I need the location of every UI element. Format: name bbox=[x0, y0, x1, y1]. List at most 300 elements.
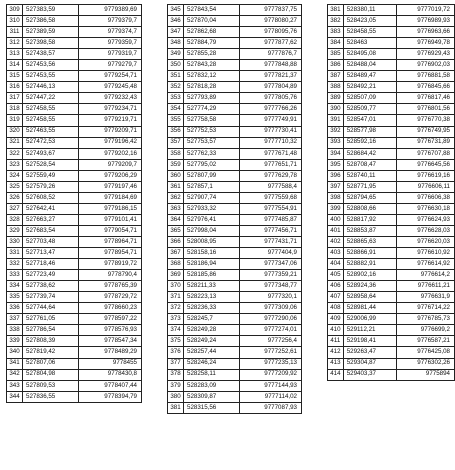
table-row bbox=[328, 60, 455, 71]
table-row bbox=[168, 336, 302, 347]
x-coordinate-cell: 528684,42 bbox=[343, 148, 397, 159]
table-row bbox=[168, 126, 302, 137]
table-row bbox=[328, 181, 455, 192]
point-number-cell: 401 bbox=[328, 225, 344, 236]
y-coordinate-cell: 9776699,2 bbox=[397, 325, 455, 336]
y-coordinate-cell: 9776628,03 bbox=[397, 225, 455, 236]
x-coordinate-cell: 528808,66 bbox=[343, 203, 397, 214]
table-row bbox=[7, 115, 142, 126]
table-row bbox=[7, 292, 142, 303]
table-row bbox=[168, 259, 302, 270]
x-coordinate-cell: 527608,52 bbox=[23, 192, 79, 203]
y-coordinate-cell: 9776630,18 bbox=[397, 203, 455, 214]
point-number-cell: 410 bbox=[328, 325, 344, 336]
table-row bbox=[328, 126, 455, 137]
y-coordinate-cell: 9779206,29 bbox=[79, 170, 142, 181]
x-coordinate-cell: 528509,77 bbox=[343, 104, 397, 115]
table-row bbox=[328, 71, 455, 82]
point-number-cell: 316 bbox=[7, 82, 23, 93]
y-coordinate-cell: 9776845,66 bbox=[397, 82, 455, 93]
table-row bbox=[328, 358, 455, 369]
y-coordinate-cell: 9779359,7 bbox=[79, 38, 142, 49]
y-coordinate-cell: 9779209,71 bbox=[79, 126, 142, 137]
point-number-cell: 348 bbox=[168, 38, 184, 49]
table-row bbox=[7, 181, 142, 192]
table-row bbox=[168, 71, 302, 82]
table-row bbox=[7, 126, 142, 137]
y-coordinate-cell: 9777837,75 bbox=[240, 5, 302, 16]
table-row bbox=[328, 148, 455, 159]
point-number-cell: 309 bbox=[7, 5, 23, 16]
y-coordinate-cell: 9779234,71 bbox=[79, 104, 142, 115]
x-coordinate-cell: 527438,57 bbox=[23, 49, 79, 60]
x-coordinate-cell: 528463 bbox=[343, 38, 397, 49]
point-number-cell: 354 bbox=[168, 104, 184, 115]
table-row bbox=[328, 115, 455, 126]
point-number-cell: 353 bbox=[168, 93, 184, 104]
point-number-cell: 395 bbox=[328, 159, 344, 170]
table-row bbox=[7, 159, 142, 170]
table-row bbox=[7, 49, 142, 60]
table-row bbox=[328, 325, 455, 336]
y-coordinate-cell: 9777848,88 bbox=[240, 60, 302, 71]
table-row bbox=[7, 82, 142, 93]
point-number-cell: 350 bbox=[168, 60, 184, 71]
table-row bbox=[7, 93, 142, 104]
y-coordinate-cell: 9777019,72 bbox=[397, 5, 455, 16]
table-row bbox=[168, 325, 302, 336]
x-coordinate-cell: 527855,28 bbox=[184, 49, 240, 60]
point-number-cell: 366 bbox=[168, 236, 184, 247]
table-row bbox=[168, 60, 302, 71]
x-coordinate-cell: 529198,41 bbox=[343, 336, 397, 347]
y-coordinate-cell: 9776989,93 bbox=[397, 16, 455, 27]
point-number-cell: 389 bbox=[328, 93, 344, 104]
x-coordinate-cell: 527884,79 bbox=[184, 38, 240, 49]
x-coordinate-cell: 528866,91 bbox=[343, 248, 397, 259]
table-row bbox=[168, 16, 302, 27]
table-row bbox=[7, 148, 142, 159]
point-number-cell: 380 bbox=[168, 391, 184, 402]
x-coordinate-cell: 528211,33 bbox=[184, 281, 240, 292]
y-coordinate-cell: 9777456,71 bbox=[240, 225, 302, 236]
x-coordinate-cell: 527718,46 bbox=[23, 259, 79, 270]
table-row bbox=[328, 27, 455, 38]
point-number-cell: 368 bbox=[168, 259, 184, 270]
y-coordinate-cell: 9777431,71 bbox=[240, 236, 302, 247]
table-row bbox=[7, 369, 142, 380]
x-coordinate-cell: 527933,32 bbox=[184, 203, 240, 214]
point-number-cell: 404 bbox=[328, 259, 344, 270]
x-coordinate-cell: 527870,04 bbox=[184, 16, 240, 27]
y-coordinate-cell: 9776902,03 bbox=[397, 60, 455, 71]
y-coordinate-cell: 9777144,93 bbox=[240, 380, 302, 391]
point-number-cell: 327 bbox=[7, 203, 23, 214]
x-coordinate-cell: 527744,64 bbox=[23, 303, 79, 314]
x-coordinate-cell: 527386,58 bbox=[23, 16, 79, 27]
x-coordinate-cell: 527758,58 bbox=[184, 115, 240, 126]
table-row bbox=[168, 214, 302, 225]
y-coordinate-cell: 9776302,26 bbox=[397, 358, 455, 369]
point-number-cell: 342 bbox=[7, 369, 23, 380]
x-coordinate-cell: 527857,1 bbox=[184, 181, 240, 192]
point-number-cell: 375 bbox=[168, 336, 184, 347]
x-coordinate-cell: 528008,95 bbox=[184, 236, 240, 247]
y-coordinate-cell: 9776606,11 bbox=[397, 181, 455, 192]
x-coordinate-cell: 527739,74 bbox=[23, 292, 79, 303]
y-coordinate-cell: 9777766,26 bbox=[240, 104, 302, 115]
table-row bbox=[328, 203, 455, 214]
table-row bbox=[328, 104, 455, 115]
table-row bbox=[7, 104, 142, 115]
y-coordinate-cell: 9777671,48 bbox=[240, 148, 302, 159]
point-number-cell: 363 bbox=[168, 203, 184, 214]
table-row bbox=[7, 259, 142, 270]
point-number-cell: 361 bbox=[168, 181, 184, 192]
table-row bbox=[168, 38, 302, 49]
table-row bbox=[168, 358, 302, 369]
point-number-cell: 387 bbox=[328, 71, 344, 82]
point-number-cell: 388 bbox=[328, 82, 344, 93]
x-coordinate-cell: 528249,24 bbox=[184, 336, 240, 347]
y-coordinate-cell: 9777309,06 bbox=[240, 303, 302, 314]
x-coordinate-cell: 527703,48 bbox=[23, 236, 79, 247]
x-coordinate-cell: 528158,16 bbox=[184, 248, 240, 259]
x-coordinate-cell: 527663,27 bbox=[23, 214, 79, 225]
point-number-cell: 385 bbox=[328, 49, 344, 60]
x-coordinate-cell: 527458,55 bbox=[23, 104, 79, 115]
x-coordinate-cell: 527761,05 bbox=[23, 314, 79, 325]
y-coordinate-cell: 9776963,66 bbox=[397, 27, 455, 38]
table-row bbox=[7, 270, 142, 281]
point-number-cell: 371 bbox=[168, 292, 184, 303]
point-number-cell: 402 bbox=[328, 236, 344, 247]
x-coordinate-cell: 527642,41 bbox=[23, 203, 79, 214]
table-row bbox=[328, 49, 455, 60]
point-number-cell: 322 bbox=[7, 148, 23, 159]
x-coordinate-cell: 528495,08 bbox=[343, 49, 397, 60]
table-row bbox=[7, 380, 142, 391]
y-coordinate-cell: 9776785,73 bbox=[397, 314, 455, 325]
x-coordinate-cell: 528981,44 bbox=[343, 303, 397, 314]
table-row bbox=[168, 402, 302, 413]
table-row bbox=[7, 192, 142, 203]
point-number-cell: 352 bbox=[168, 82, 184, 93]
point-number-cell: 319 bbox=[7, 115, 23, 126]
x-coordinate-cell: 529263,47 bbox=[343, 347, 397, 358]
x-coordinate-cell: 528794,65 bbox=[343, 192, 397, 203]
x-coordinate-cell: 527463,55 bbox=[23, 126, 79, 137]
point-number-cell: 384 bbox=[328, 38, 344, 49]
y-coordinate-cell: 9776619,16 bbox=[397, 170, 455, 181]
x-coordinate-cell: 528283,09 bbox=[184, 380, 240, 391]
point-number-cell: 325 bbox=[7, 181, 23, 192]
x-coordinate-cell: 528507,09 bbox=[343, 93, 397, 104]
table-row bbox=[168, 192, 302, 203]
table-row bbox=[7, 303, 142, 314]
point-number-cell: 323 bbox=[7, 159, 23, 170]
x-coordinate-cell: 527723,49 bbox=[23, 270, 79, 281]
x-coordinate-cell: 528236,33 bbox=[184, 303, 240, 314]
table-row bbox=[7, 71, 142, 82]
x-coordinate-cell: 527528,54 bbox=[23, 159, 79, 170]
y-coordinate-cell: 9779101,41 bbox=[79, 214, 142, 225]
x-coordinate-cell: 527786,54 bbox=[23, 325, 79, 336]
y-coordinate-cell: 9779209,7 bbox=[79, 159, 142, 170]
point-number-cell: 381 bbox=[168, 402, 184, 413]
table-row bbox=[7, 214, 142, 225]
table-row bbox=[168, 82, 302, 93]
point-number-cell: 405 bbox=[328, 270, 344, 281]
table-row bbox=[7, 347, 142, 358]
y-coordinate-cell: 9777877,62 bbox=[240, 38, 302, 49]
point-number-cell: 409 bbox=[328, 314, 344, 325]
y-coordinate-cell: 9776714,22 bbox=[397, 303, 455, 314]
x-coordinate-cell: 527793,89 bbox=[184, 93, 240, 104]
x-coordinate-cell: 527836,55 bbox=[23, 391, 79, 402]
table-row bbox=[168, 49, 302, 60]
x-coordinate-cell: 527818,28 bbox=[184, 82, 240, 93]
point-number-cell: 365 bbox=[168, 225, 184, 236]
point-number-cell: 340 bbox=[7, 347, 23, 358]
table-row bbox=[168, 137, 302, 148]
table-row bbox=[328, 82, 455, 93]
y-coordinate-cell: 9777209,92 bbox=[240, 369, 302, 380]
point-number-cell: 382 bbox=[328, 16, 344, 27]
y-coordinate-cell: 9779389,69 bbox=[79, 5, 142, 16]
y-coordinate-cell: 9776425,08 bbox=[397, 347, 455, 358]
table-row bbox=[7, 27, 142, 38]
point-number-cell: 360 bbox=[168, 170, 184, 181]
x-coordinate-cell: 527843,28 bbox=[184, 60, 240, 71]
table-row bbox=[7, 38, 142, 49]
table-row bbox=[328, 137, 455, 148]
x-coordinate-cell: 527804,98 bbox=[23, 369, 79, 380]
x-coordinate-cell: 528958,64 bbox=[343, 292, 397, 303]
x-coordinate-cell: 528458,55 bbox=[343, 27, 397, 38]
point-number-cell: 407 bbox=[328, 292, 344, 303]
table-row bbox=[168, 225, 302, 236]
table-row bbox=[328, 292, 455, 303]
point-number-cell: 373 bbox=[168, 314, 184, 325]
point-number-cell: 347 bbox=[168, 27, 184, 38]
point-number-cell: 403 bbox=[328, 248, 344, 259]
point-number-cell: 317 bbox=[7, 93, 23, 104]
x-coordinate-cell: 527398,58 bbox=[23, 38, 79, 49]
table-row bbox=[7, 281, 142, 292]
x-coordinate-cell: 528488,04 bbox=[343, 60, 397, 71]
y-coordinate-cell: 9779379,7 bbox=[79, 16, 142, 27]
table-row bbox=[7, 325, 142, 336]
table-row bbox=[328, 369, 455, 380]
y-coordinate-cell: 9777559,68 bbox=[240, 192, 302, 203]
point-number-cell: 315 bbox=[7, 71, 23, 82]
point-number-cell: 381 bbox=[328, 5, 344, 16]
y-coordinate-cell: 9777320,1 bbox=[240, 292, 302, 303]
point-number-cell: 311 bbox=[7, 27, 23, 38]
table-row bbox=[168, 380, 302, 391]
x-coordinate-cell: 527559,49 bbox=[23, 170, 79, 181]
y-coordinate-cell: 9777235,13 bbox=[240, 358, 302, 369]
point-number-cell: 346 bbox=[168, 16, 184, 27]
table-row bbox=[328, 336, 455, 347]
y-coordinate-cell: 9777730,41 bbox=[240, 126, 302, 137]
x-coordinate-cell: 528309,87 bbox=[184, 391, 240, 402]
y-coordinate-cell: 9776731,89 bbox=[397, 137, 455, 148]
point-number-cell: 408 bbox=[328, 303, 344, 314]
point-number-cell: 398 bbox=[328, 192, 344, 203]
x-coordinate-cell: 528771,95 bbox=[343, 181, 397, 192]
y-coordinate-cell: 9777274,01 bbox=[240, 325, 302, 336]
y-coordinate-cell: 9776817,46 bbox=[397, 93, 455, 104]
point-number-cell: 377 bbox=[168, 358, 184, 369]
x-coordinate-cell: 527907,74 bbox=[184, 192, 240, 203]
y-coordinate-cell: 9778547,34 bbox=[79, 336, 142, 347]
point-number-cell: 397 bbox=[328, 181, 344, 192]
point-number-cell: 324 bbox=[7, 170, 23, 181]
y-coordinate-cell: 9777651,71 bbox=[240, 159, 302, 170]
x-coordinate-cell: 529112,21 bbox=[343, 325, 397, 336]
x-coordinate-cell: 528423,05 bbox=[343, 16, 397, 27]
table-row bbox=[7, 236, 142, 247]
point-number-cell: 337 bbox=[7, 314, 23, 325]
table-row bbox=[7, 5, 142, 16]
table-row bbox=[168, 270, 302, 281]
point-number-cell: 391 bbox=[328, 115, 344, 126]
y-coordinate-cell: 9779319,7 bbox=[79, 49, 142, 60]
table-row bbox=[328, 38, 455, 49]
y-coordinate-cell: 9777290,06 bbox=[240, 314, 302, 325]
table-row bbox=[7, 358, 142, 369]
coordinate-table-2 bbox=[167, 4, 302, 414]
point-number-cell: 332 bbox=[7, 259, 23, 270]
table-row bbox=[168, 391, 302, 402]
table-row bbox=[168, 303, 302, 314]
y-coordinate-cell: 9776614,2 bbox=[397, 270, 455, 281]
x-coordinate-cell: 528853,87 bbox=[343, 225, 397, 236]
point-number-cell: 338 bbox=[7, 325, 23, 336]
point-number-cell: 335 bbox=[7, 292, 23, 303]
y-coordinate-cell: 9777876,7 bbox=[240, 49, 302, 60]
table-row bbox=[328, 281, 455, 292]
point-number-cell: 400 bbox=[328, 214, 344, 225]
y-coordinate-cell: 9777629,78 bbox=[240, 170, 302, 181]
table-row bbox=[328, 236, 455, 247]
table-row bbox=[168, 292, 302, 303]
x-coordinate-cell: 528380,11 bbox=[343, 5, 397, 16]
point-number-cell: 331 bbox=[7, 248, 23, 259]
y-coordinate-cell: 9777348,77 bbox=[240, 281, 302, 292]
y-coordinate-cell: 9777252,61 bbox=[240, 347, 302, 358]
table-row bbox=[168, 203, 302, 214]
point-number-cell: 318 bbox=[7, 104, 23, 115]
point-number-cell: 379 bbox=[168, 380, 184, 391]
y-coordinate-cell: 9776707,88 bbox=[397, 148, 455, 159]
x-coordinate-cell: 527753,57 bbox=[184, 137, 240, 148]
x-coordinate-cell: 528186,94 bbox=[184, 259, 240, 270]
y-coordinate-cell: 9778489,29 bbox=[79, 347, 142, 358]
x-coordinate-cell: 529304,87 bbox=[343, 358, 397, 369]
point-number-cell: 394 bbox=[328, 148, 344, 159]
table-row bbox=[168, 281, 302, 292]
table-row bbox=[168, 248, 302, 259]
x-coordinate-cell: 529403,37 bbox=[343, 369, 397, 380]
x-coordinate-cell: 527843,54 bbox=[184, 5, 240, 16]
coordinate-table-3 bbox=[327, 4, 455, 381]
point-number-cell: 358 bbox=[168, 148, 184, 159]
x-coordinate-cell: 527809,53 bbox=[23, 380, 79, 391]
y-coordinate-cell: 9776606,38 bbox=[397, 192, 455, 203]
y-coordinate-cell: 9777821,37 bbox=[240, 71, 302, 82]
table-row bbox=[328, 170, 455, 181]
table-row bbox=[7, 16, 142, 27]
table-row bbox=[328, 214, 455, 225]
y-coordinate-cell: 9776801,56 bbox=[397, 104, 455, 115]
table-row bbox=[328, 5, 455, 16]
x-coordinate-cell: 528547,01 bbox=[343, 115, 397, 126]
x-coordinate-cell: 529006,99 bbox=[343, 314, 397, 325]
point-number-cell: 406 bbox=[328, 281, 344, 292]
y-coordinate-cell: 9777749,91 bbox=[240, 115, 302, 126]
y-coordinate-cell: 9779186,15 bbox=[79, 203, 142, 214]
y-coordinate-cell: 9778430,8 bbox=[79, 369, 142, 380]
point-number-cell: 357 bbox=[168, 137, 184, 148]
x-coordinate-cell: 528817,92 bbox=[343, 214, 397, 225]
y-coordinate-cell: 9779254,71 bbox=[79, 71, 142, 82]
point-number-cell: 396 bbox=[328, 170, 344, 181]
y-coordinate-cell: 9778765,39 bbox=[79, 281, 142, 292]
y-coordinate-cell: 9778597,22 bbox=[79, 314, 142, 325]
table-row bbox=[168, 236, 302, 247]
y-coordinate-cell: 9779279,7 bbox=[79, 60, 142, 71]
y-coordinate-cell: 9778790,4 bbox=[79, 270, 142, 281]
x-coordinate-cell: 527774,29 bbox=[184, 104, 240, 115]
point-number-cell: 321 bbox=[7, 137, 23, 148]
x-coordinate-cell: 528258,11 bbox=[184, 369, 240, 380]
y-coordinate-cell: 9776624,93 bbox=[397, 214, 455, 225]
x-coordinate-cell: 527862,68 bbox=[184, 27, 240, 38]
point-number-cell: 312 bbox=[7, 38, 23, 49]
y-coordinate-cell: 9778407,44 bbox=[79, 380, 142, 391]
table-row bbox=[328, 225, 455, 236]
point-number-cell: 343 bbox=[7, 380, 23, 391]
y-coordinate-cell: 9776614,92 bbox=[397, 259, 455, 270]
table-row bbox=[328, 248, 455, 259]
x-coordinate-cell: 528708,47 bbox=[343, 159, 397, 170]
table-row bbox=[7, 225, 142, 236]
x-coordinate-cell: 528492,21 bbox=[343, 82, 397, 93]
point-number-cell: 336 bbox=[7, 303, 23, 314]
x-coordinate-cell: 527683,54 bbox=[23, 225, 79, 236]
x-coordinate-cell: 527493,67 bbox=[23, 148, 79, 159]
point-number-cell: 334 bbox=[7, 281, 23, 292]
y-coordinate-cell: 9777404,9 bbox=[240, 248, 302, 259]
table-row bbox=[168, 104, 302, 115]
table-row bbox=[328, 159, 455, 170]
table-row bbox=[328, 93, 455, 104]
x-coordinate-cell: 528882,91 bbox=[343, 259, 397, 270]
y-coordinate-cell: 9776949,78 bbox=[397, 38, 455, 49]
y-coordinate-cell: 9779196,42 bbox=[79, 137, 142, 148]
y-coordinate-cell: 9777485,87 bbox=[240, 214, 302, 225]
point-number-cell: 359 bbox=[168, 159, 184, 170]
point-number-cell: 367 bbox=[168, 248, 184, 259]
table-row bbox=[168, 347, 302, 358]
table-row bbox=[7, 203, 142, 214]
x-coordinate-cell: 528223,13 bbox=[184, 292, 240, 303]
point-number-cell: 329 bbox=[7, 225, 23, 236]
y-coordinate-cell: 9779374,7 bbox=[79, 27, 142, 38]
